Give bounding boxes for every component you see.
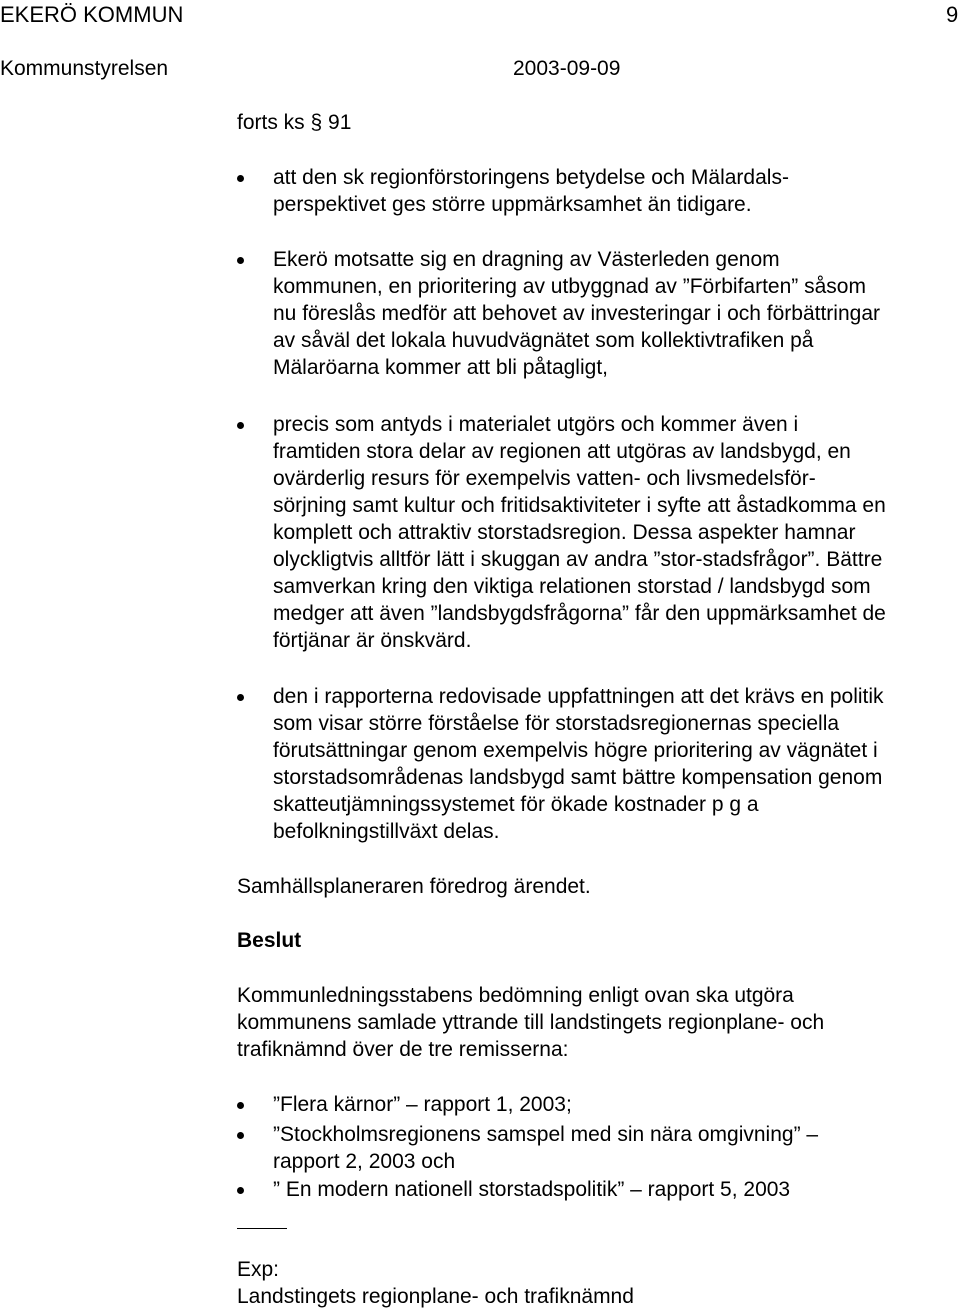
meeting-date: 2003-09-09 (513, 57, 621, 80)
decision-line: Kommunledningsstabens bedömning enligt ovan ska utgöra (237, 984, 794, 1007)
bullet-icon (237, 422, 244, 429)
list-item-line: ” En modern nationell storstadspolitik” – rapport 5, 2003 (273, 1178, 791, 1201)
list-item-line: ”Stockholmsregionens samspel med sin nära omgivning” – (273, 1123, 819, 1146)
list-item-line: Mälaröarna kommer att bli påtagligt, (273, 356, 608, 379)
page-number: 9 (946, 2, 959, 27)
list-item-line: olyckligtvis alltför lätt i skuggan av andra ”stor-stadsfrågor”. Bättre (273, 548, 883, 571)
presentation-note: Samhällsplaneraren föredrog ärendet. (237, 875, 591, 898)
list-item-line: Ekerö motsatte sig en dragning av Västerleden genom (273, 248, 780, 271)
list-item-line: förtjänar är önskvärd. (273, 629, 472, 652)
list-item-line: samverkan kring den viktiga relationen storstad / landsbygd som (273, 575, 871, 598)
bullet-icon (237, 1187, 244, 1194)
list-item-line: ovärderlig resurs för exempelvis vatten- och livsmedelsför- (273, 467, 816, 490)
bullet-icon (237, 694, 244, 701)
list-item-line: storstadsområdenas landsbygd samt bättre kompensation genom (273, 766, 883, 789)
list-item-line: ”Flera kärnor” – rapport 1, 2003; (273, 1093, 572, 1116)
decision-heading: Beslut (237, 929, 302, 952)
list-item-line: rapport 2, 2003 och (273, 1150, 456, 1173)
bullet-icon (237, 1102, 244, 1109)
list-item-line: som visar större förståelse för storstadsregionernas speciella (273, 712, 840, 735)
decision-line: kommunens samlade yttrande till landstingets regionplane- och (237, 1011, 825, 1034)
expedition-label: Exp: (237, 1258, 280, 1281)
list-item-line: kommunen, en prioritering av utbyggnad av ”Förbifarten” såsom (273, 275, 866, 298)
separator-line (237, 1228, 287, 1229)
bullet-icon (237, 257, 244, 264)
list-item-line: förutsättningar genom exempelvis högre prioritering av vägnätet i (273, 739, 878, 762)
expedition-recipient: Landstingets regionplane- och trafiknämnd (237, 1285, 634, 1308)
list-item-line: befolkningstillväxt delas. (273, 820, 500, 843)
bullet-icon (237, 175, 244, 182)
list-item-line: komplett och attraktiv storstadsregion. Dessa aspekter hamnar (273, 521, 856, 544)
bullet-icon (237, 1132, 244, 1139)
list-item-line: skatteutjämningssystemet för ökade kostnader p g a (273, 793, 759, 816)
decision-line: trafiknämnd över de tre remisserna: (237, 1038, 569, 1061)
list-item-line: nu föreslås medför att behovet av investeringar i och förbättringar (273, 302, 880, 325)
list-item-line: medger att även ”landsbygdsfrågorna” får den uppmärksamhet de (273, 602, 886, 625)
board-name: Kommunstyrelsen (0, 57, 169, 80)
list-item-line: sörjning samt kultur och fritidsaktiviteter i syfte att åstadkomma en (273, 494, 886, 517)
list-item-line: av såväl det lokala huvudvägnätet som kollektivtrafiken på (273, 329, 814, 352)
list-item-line: den i rapporterna redovisade uppfattningen att det krävs en politik (273, 685, 884, 708)
list-item-line: framtiden stora delar av regionen att utgöras av landsbygd, en (273, 440, 851, 463)
continuation-label: forts ks § 91 (237, 111, 352, 134)
list-item-line: att den sk regionförstoringens betydelse och Mälardals- (273, 166, 789, 189)
municipality-name: EKERÖ KOMMUN (0, 2, 184, 27)
list-item-line: perspektivet ges större uppmärksamhet än tidigare. (273, 193, 752, 216)
list-item-line: precis som antyds i materialet utgörs och kommer även i (273, 413, 799, 436)
